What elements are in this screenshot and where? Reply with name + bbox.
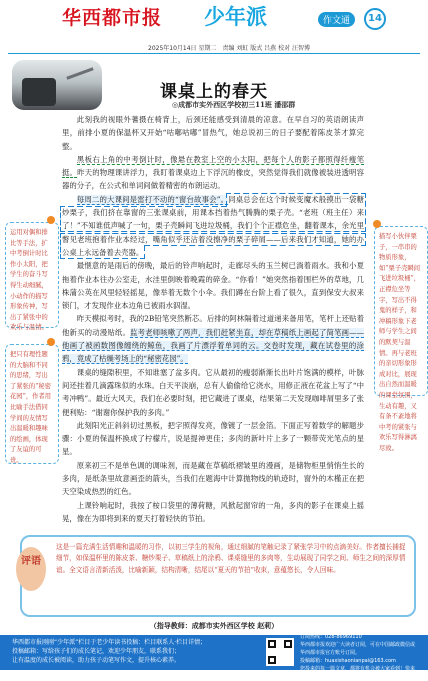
text-span: 昨天的物理课讲浮力，我盯着课桌边上下浮沉的橡皮，突然觉得我们就像被装进透明容器的分子，在公式和单词间做着精密的布朗运动。 <box>62 168 364 191</box>
highlighted-sentence: 同桌总会在这个时候变魔术般摸出一袋糖炒栗子，我们挤在靠窗的三张课桌前，用课本挡着热气腾腾的栗子壳。“老班（班主任）来了！”不知谁低声喊了一句，栗子壳瞬间飞进垃圾桶，我们个个正襟危坐，翻着课本，余光里瞥见老班抱着作业本经过，嘴角似乎还沾着没擦净的栗子碎屑——后来我们才知道，她的办公桌上永远备着去壳器。 <box>62 194 364 257</box>
article-paragraph <box>62 312 364 365</box>
highlighted-sentence: 黑板右上角的中考倒计时，像悬在教室上空的小太阳，把每个人的影子都照得纤瘦笔挺。 <box>62 154 364 178</box>
text-span: 课桌的缝隙积里，不知谁塞了盆多肉。它从最初的瘦弱渐渐长出叶片饱满的模样，叶脉间还挂着几滴露珠似的水珠。白天平淡崩，总有人偷偷给它浇水，用修正液在花盆上写了“中考冲鸭”。最近大风天，我们在必要时刻，把它藏进了课桌，结果第二天发现咖啡屑里多了张便利贴：“谢谢你保护我的多肉。” <box>62 367 364 417</box>
article-paragraph <box>62 499 364 526</box>
teacher-credit: （指导教师：成都市实外西区学校 赵莉） <box>149 621 279 630</box>
highlighted-sentence: 监考老师咳嗽了两声，我们赶紧坐直，却在草稿纸上画起了简笔画——他画了被函数图像缠绕的鲸鱼，我画了片漂浮着单词的云。交卷时发现，藏在试卷里的涂鸦，竟成了枯燥考场上的“秘密花园”。 <box>62 327 364 364</box>
article-paragraph <box>62 459 364 499</box>
header-divider <box>8 53 420 54</box>
article-paragraph <box>62 419 364 459</box>
footer-subscribe: 华西都市报欢迎广大读者订阅，可在中国邮政微信或华西都市报官方账号订阅。 <box>300 642 416 656</box>
text-span: 此刻我的视眼外蓍摄在椅背上，后颈还能感受到清晨的凉意。在早自习的英语朗读声里，前排小夏的保温杯又开始“咕嘟咕嘟”冒热气，她总说初三的日子要配着陈皮茶才算完整。 <box>62 115 364 151</box>
review-text: 这是一篇充满生活情趣和温暖的习作，以初三学生的视角，通过细腻的笔触记录了紧张学习中的点滴美好。作者擅长捕捉细节，如保温杯里的陈皮茶、糖炒栗子、草稿纸上的涂鸦、课桌缝里的多肉等，生动展现了同学之间、师生之间的深厚情谊。全文语言清新活泼，比喻新颖，结构清晰，结尾以“夏天的节拍”收束，意蕴悠长，令人回味。 <box>56 543 406 574</box>
footer-invite: 您投来的每一篇文章，都将有机会被大家看到！快来投稿吧！ <box>300 666 416 680</box>
footer-hotline: 订阅热线：028-86969110 <box>300 634 362 640</box>
column-badge: 作文通 <box>318 12 355 27</box>
page-header <box>0 0 428 58</box>
page-number: 14 <box>364 8 386 30</box>
text-span: 原来初三不是单色调的调味剂，而是藏在草稿纸褶皱里的漫画，是储物柜里悄悄生长的多肉，是纸条里故意画歪的箭头，当我们在题海中计算抛物线的轨迹时，窗外的木槿正在把天空染成热烈的红色。 <box>62 460 364 497</box>
text-span: 此刻阳光正斜斜切过黑板，把字照得发亮，像镀了一层金箔。下面正写着数学的解题步骤：小夏的保温杯换成了柠檬片，说是提神更佳；多肉的新叶片上多了一颗带荧光笔点的星星。 <box>62 420 364 457</box>
footer-line: 投稿邮箱：写给孩子们的成长笔记，欢迎少年朋友，联系我们； <box>12 648 181 655</box>
text-span: 最惬意的是雨后的傍晚，最后的铃声响起时，走廊尽头的玉兰树已淌着雨水。我和小夏拖着作业本往办公室走，水洼里倒映着晚霞的碎金。“你看！”她突然指着围栏外的草地，几株蒲公英在风里轻轻摇晃，像举着无数个小伞。我们蹲在台阶上看了很久，直到保安大叔来锁门，才发现作业本边角已被雨水泅湿。 <box>62 261 364 311</box>
article-paragraph <box>62 113 364 153</box>
article-paragraph <box>62 193 364 259</box>
pin-icon <box>371 218 383 230</box>
footer-email: 投稿邮箱：huaxishaonianpai@163.com <box>300 658 396 664</box>
review-tag: 评语 <box>16 547 46 591</box>
article-paragraph <box>62 259 364 312</box>
article-paragraph <box>62 366 364 419</box>
side-note-right: 描写小伙伴栗子，一串串的物质形象，如“栗子壳瞬间飞进垃圾桶”，正襟危坐等字，写出不得鬼的样子，和冲稿形象下老师与学生之间的默契与温情。再与老班的亲切形象形成对比，展现出自然而温暖的课堂氛围，生动有趣，又有条不紊地将中考的紧张与欢乐写得淋漓尽致。 <box>374 226 428 396</box>
footer-right <box>300 633 418 681</box>
side-note-left-bottom: 把只有理性题的大脑和不同的思绪，写出了紧张的“秘密花园”，作者用比喻手法借同学间的友情写出温暖和趣味的绘画，体现了友谊的可贵。 <box>5 344 59 464</box>
review-box <box>20 535 416 617</box>
text-span: 昨天模拟考时，我的2B铅笔突然断芯。后排的阿林隔着过道递来备用笔，笔杆上还贴着他新买的动漫贴纸。 <box>62 314 364 337</box>
pin-icon <box>45 214 57 226</box>
article-title: 课桌上的春天 <box>160 82 268 102</box>
footer-line: 华西都市报刚刚“少年派”栏目于老少年读书投稿：栏目联系人·栏目详情； <box>12 639 207 646</box>
article-paragraph <box>62 153 364 193</box>
footer-left <box>12 638 258 665</box>
article-byline: ◎成都市实外西区学校初三11班 潘邵群 <box>172 100 296 109</box>
masthead-logo: 华西都市报 <box>62 7 163 29</box>
dateline: 2025年10月14日 星期二 责编 刘虹 版式 吕燕 校对 汪智博 <box>148 45 310 52</box>
side-note-left-top: 运用对偶和排比等手法，扩中考倒计时比作小太阳，把学生的奋斗写得生动细腻，小动作的描写形象传神，写出了紧张中的欢乐与温情。 <box>5 222 59 328</box>
section-brand: 少年派 <box>204 5 267 29</box>
footer-line: 让有温度的成长被阅读，助力孩子动笔写作文，提升核心素养。 <box>12 657 181 664</box>
highlighted-sentence: 每周二的大课间是雷打不动的“窗台故事会”。 <box>76 194 229 204</box>
article-body <box>62 113 364 525</box>
text-span: 上课铃响起时，我按了桉口袋里的薄荷糖，风掀起窗帘的一角，多肉的影子在课桌上摇晃，像在为即将到来的夏天打着轻快的节拍。 <box>62 500 364 523</box>
qr-code-icon <box>266 638 294 666</box>
pin-icon <box>45 336 57 348</box>
